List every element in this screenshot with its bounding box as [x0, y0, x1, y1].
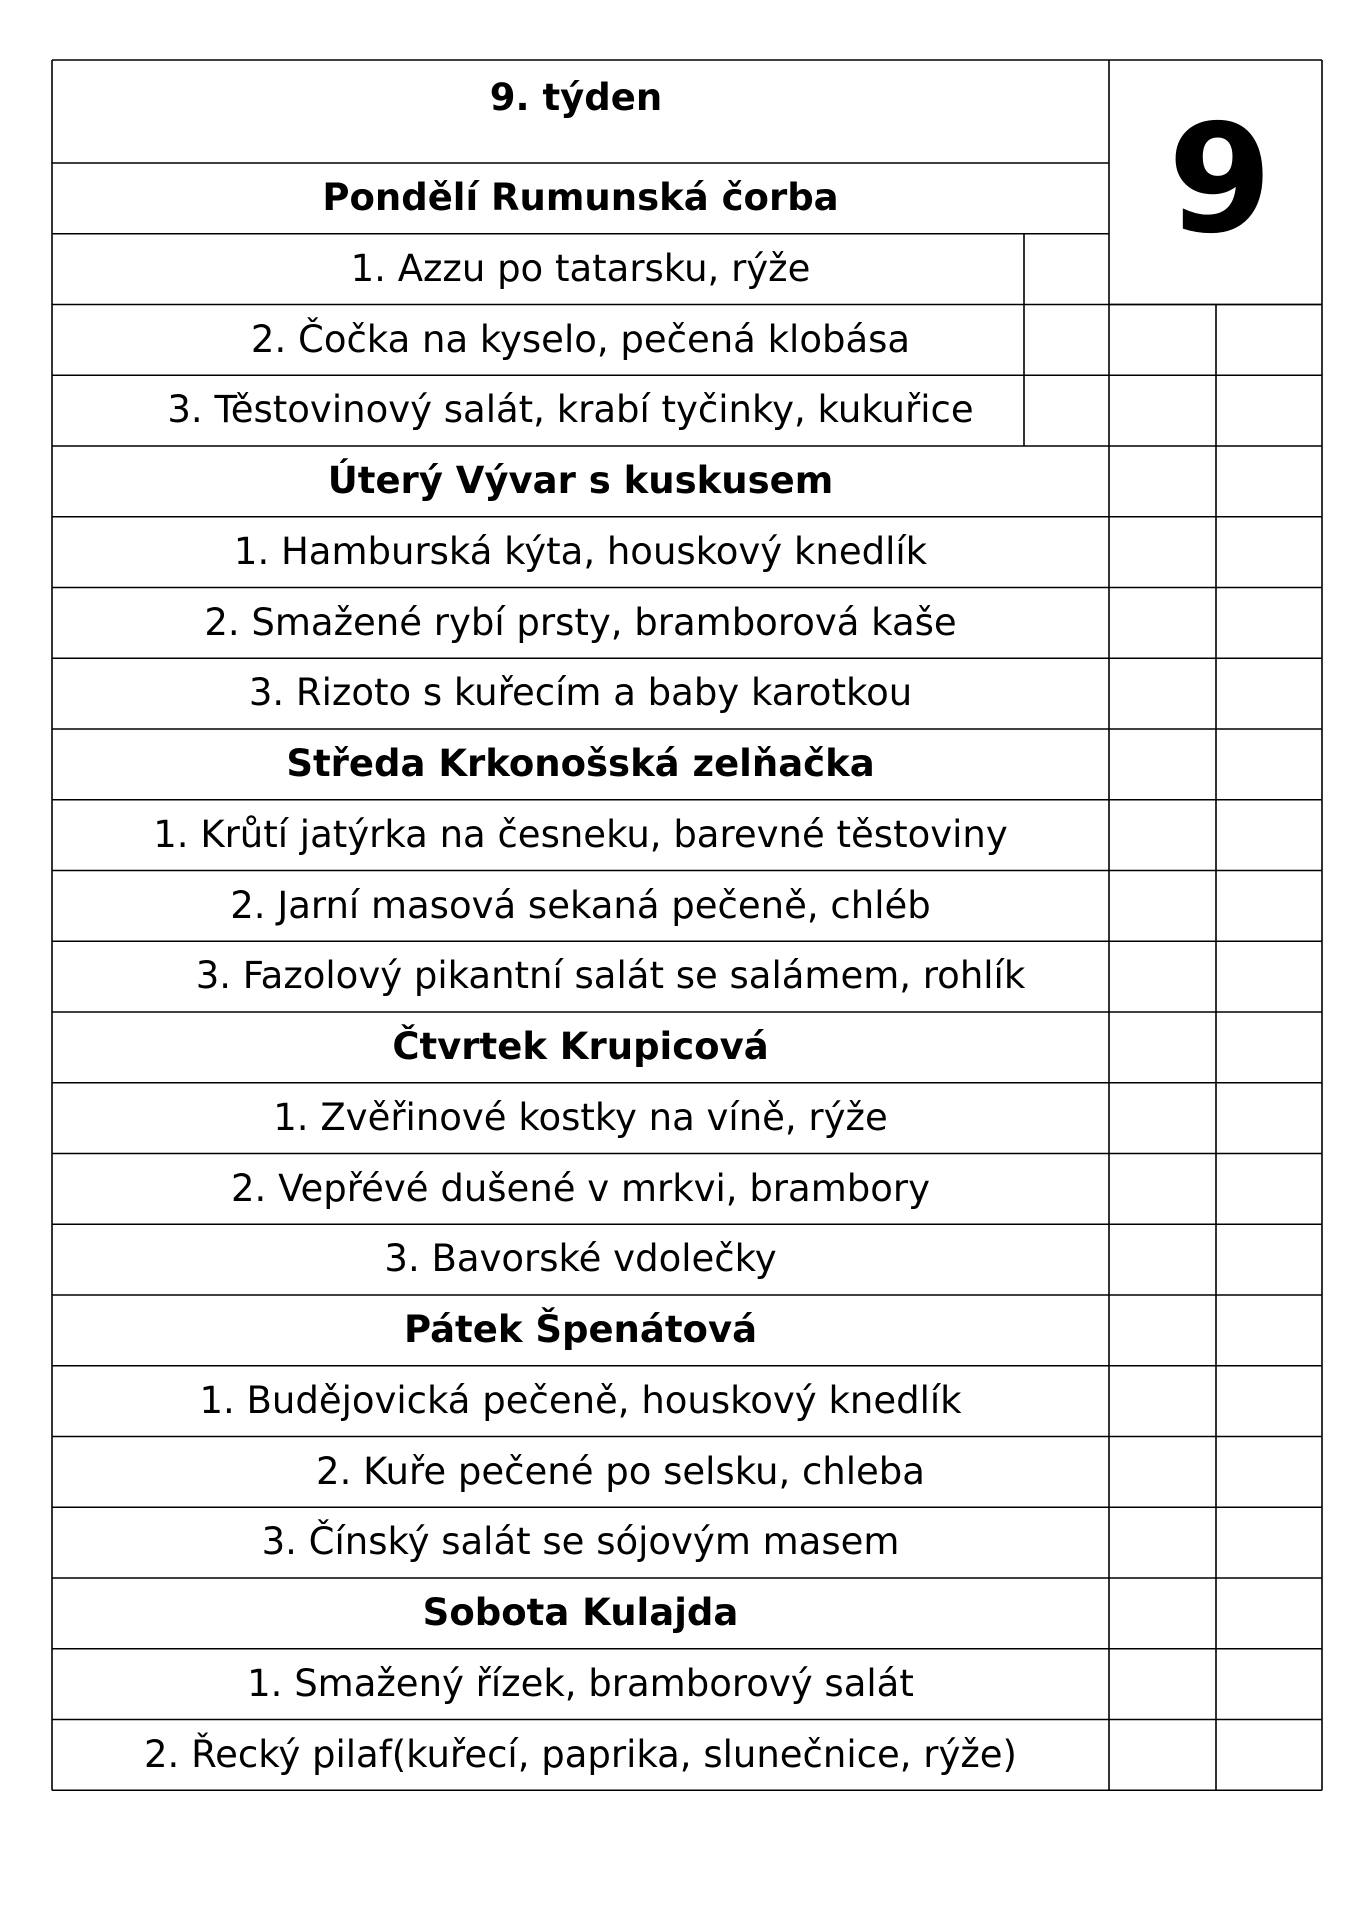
day-heading: Čtvrtek Krupicová [392, 1025, 769, 1068]
dish-item: 2. Řecký pilaf(kuřecí, paprika, slunečnice, rýže) [144, 1732, 1017, 1776]
dish-item: 3. Bavorské vdolečky [384, 1237, 777, 1281]
day-heading: Pondělí Rumunská čorba [322, 176, 839, 219]
dish-item: 3. Fazolový pikantní salát se salámem, rohlík [195, 954, 1026, 998]
dish-item: 3. Rizoto s kuřecím a baby karotkou [248, 671, 913, 715]
dish-item: 1. Smažený řízek, bramborový salát [247, 1661, 914, 1705]
dish-item: 2. Kuře pečené po selsku, chleba [316, 1449, 925, 1493]
dish-item: 2. Jarní masová sekaná pečeně, chléb [230, 883, 931, 927]
dish-item: 1. Azzu po tatarsku, rýže [350, 246, 811, 290]
dish-item: 1. Krůtí jatýrka na česneku, barevné těstoviny [153, 812, 1008, 856]
day-heading: Úterý Vývar s kuskusem [327, 459, 834, 502]
dish-item: 2. Smažené rybí prsty, bramborová kaše [204, 600, 957, 644]
dish-item: 1. Hamburská kýta, houskový knedlík [233, 529, 928, 573]
dish-item: 3. Čínský salát se sójovým masem [261, 1520, 900, 1564]
dish-item: 2. Vepřévé dušené v mrkvi, brambory [231, 1166, 930, 1210]
dish-item: 2. Čočka na kyselo, pečená klobása [250, 317, 911, 361]
day-heading: Středa Krkonošská zelňačka [286, 742, 875, 785]
dish-item: 1. Budějovická pečeně, houskový knedlík [199, 1378, 962, 1422]
day-heading: Sobota Kulajda [422, 1591, 739, 1634]
day-heading: Pátek Špenátová [403, 1308, 758, 1351]
week-title: 9. týden [489, 76, 663, 119]
dish-item: 3. Těstovinový salát, krabí tyčinky, kukuřice [167, 388, 974, 432]
dish-item: 1. Zvěřinové kostky na víně, rýže [273, 1095, 888, 1139]
week-number: 9 [1167, 93, 1273, 267]
